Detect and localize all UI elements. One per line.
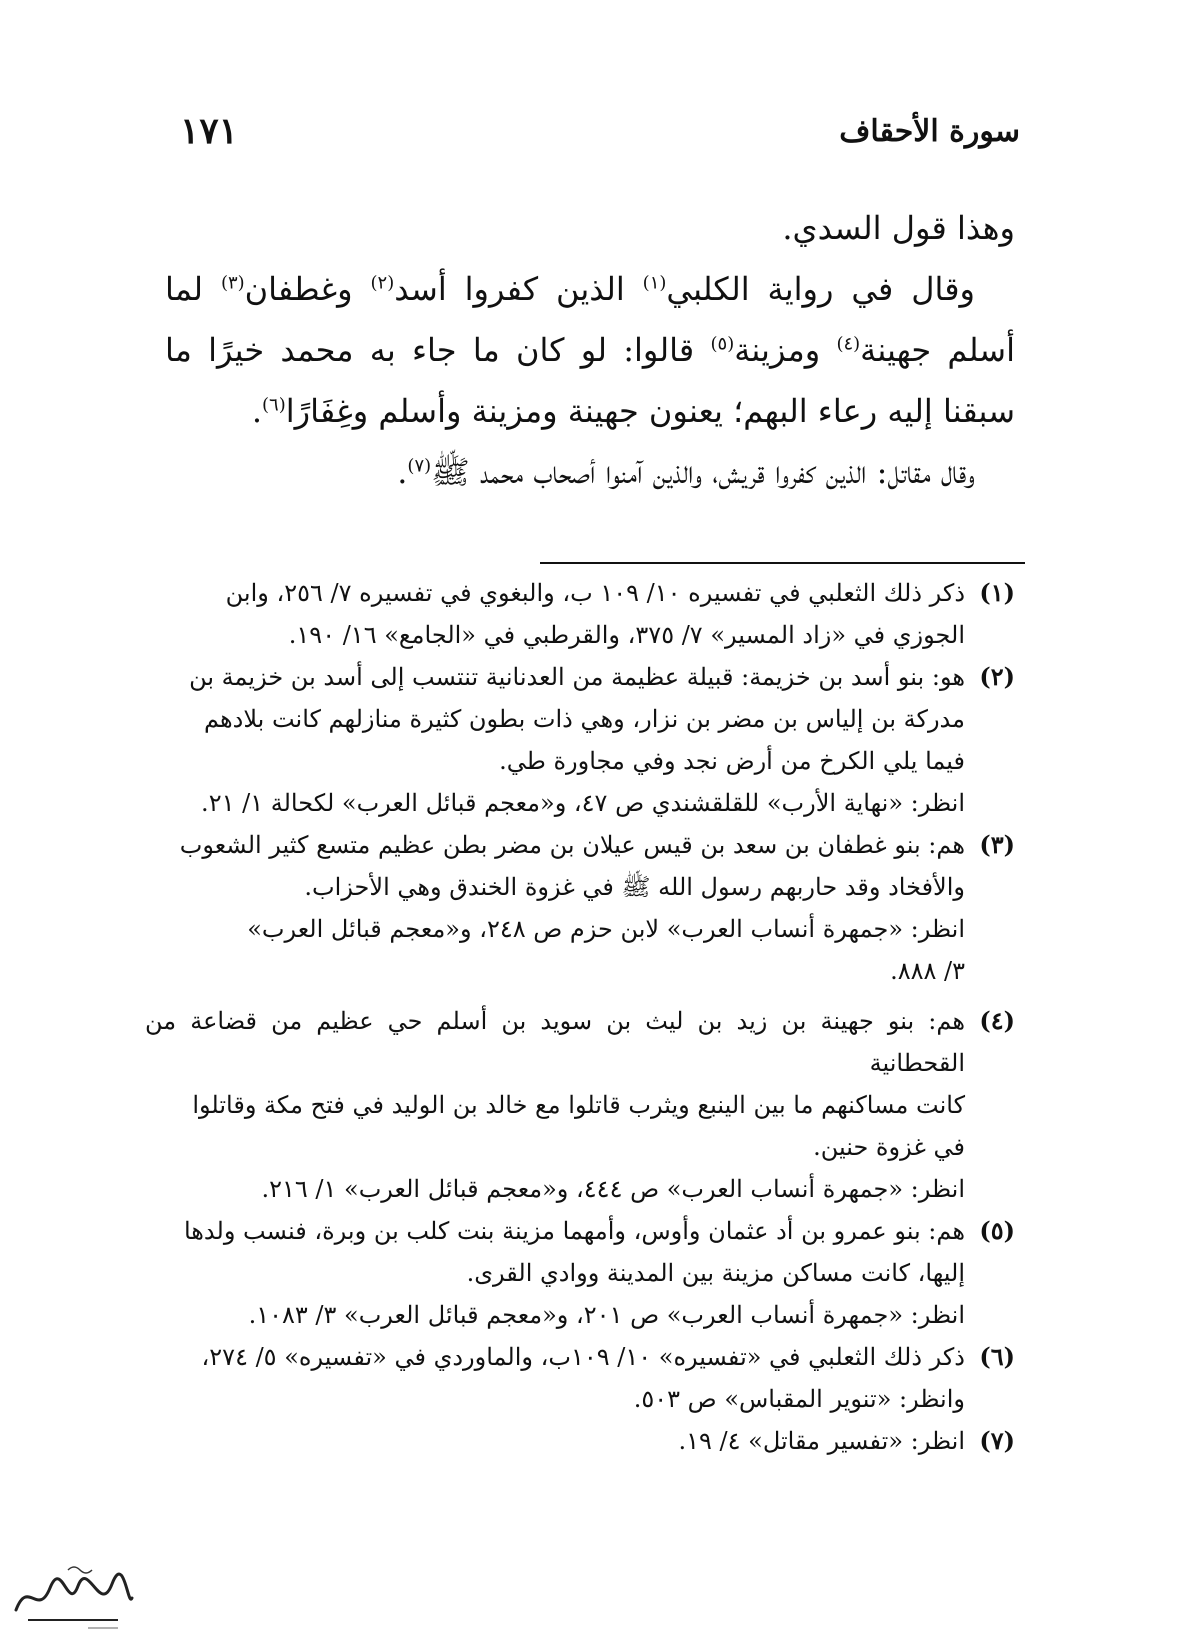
footnote-line: في غزوة حنين. <box>813 1133 965 1161</box>
footnote-line: هم: بنو جهينة بن زيد بن ليث بن سويد بن أسلم حي عظيم من قضاعة من القحطانية <box>145 1007 965 1077</box>
footnote-ref-4[interactable]: (٤) <box>836 333 861 355</box>
calligraphy-logo-icon <box>8 1558 138 1638</box>
footnote-ref-2[interactable]: (٢) <box>370 272 395 294</box>
footnote-line: انظر: «نهاية الأرب» للقلقشندي ص ٤٧، و«معجم قبائل العرب» لكحالة ١/ ٢١. <box>201 789 965 817</box>
main-text <box>165 198 1015 503</box>
footnote-number: (٣) <box>979 830 1015 859</box>
footnote-number: (١) <box>979 578 1015 607</box>
spacer <box>145 992 1015 1000</box>
paragraph-3 <box>165 442 1015 503</box>
footnote-line: الجوزي في «زاد المسير» ٧/ ٣٧٥، والقرطبي في «الجامع» ١٦/ ١٩٠. <box>288 621 965 649</box>
footnote-line: هم: بنو غطفان بن سعد بن قيس عيلان بن مضر بطن عظيم متسع كثير الشعوب <box>179 831 965 859</box>
paragraph-2 <box>165 259 1015 442</box>
footnote-6 <box>145 1336 1015 1420</box>
footnote-5 <box>145 1210 1015 1336</box>
page-header <box>180 110 1020 170</box>
footnote-number: (٥) <box>979 1216 1015 1245</box>
footnote-line: ذكر ذلك الثعلبي في تفسيره ١٠/ ١٠٩ ب، والبغوي في تفسيره ٧/ ٢٥٦، وابن <box>225 579 965 607</box>
footnote-line: انظر: «جمهرة أنساب العرب» ص ٢٠١، و«معجم قبائل العرب» ٣/ ١٠٨٣. <box>248 1301 965 1329</box>
paragraph-2-text-f: قالوا: لو كان ما جاء به محمد خيرًا ما سبقنا إليه رعاء البهم؛ يعنون جهينة ومزينة وأسلم وغِفَارًا <box>165 331 1015 430</box>
footnote-number: (٤) <box>979 1006 1015 1035</box>
footnote-line: فيما يلي الكرخ من أرض نجد وفي مجاورة طي. <box>499 747 965 775</box>
footnote-line: كانت مساكنهم ما بين الينبع ويثرب قاتلوا مع خالد بن الوليد في فتح مكة وقاتلوا <box>192 1091 965 1119</box>
paragraph-2-text-c: وغطفان <box>244 270 371 308</box>
paragraph-1 <box>165 198 1015 259</box>
footnote-separator <box>540 562 1025 564</box>
footnote-ref-3[interactable]: (٣) <box>220 272 245 294</box>
footnotes <box>145 572 1015 1462</box>
footnote-7 <box>145 1420 1015 1462</box>
footnote-number: (٢) <box>979 662 1015 691</box>
footnote-line: وانظر: «تنوير المقباس» ص ٥٠٣. <box>633 1385 965 1413</box>
paragraph-2-text-b: الذين كفروا أسد <box>394 270 643 308</box>
footnote-number: (٦) <box>979 1342 1015 1371</box>
footnote-line: انظر: «جمهرة أنساب العرب» لابن حزم ص ٢٤٨، و«معجم قبائل العرب» <box>247 915 965 943</box>
footnote-line: ذكر ذلك الثعلبي في «تفسيره» ١٠/ ١٠٩ب، والماوردي في «تفسيره» ٥/ ٢٧٤، <box>201 1343 965 1371</box>
paragraph-3-text-a: وقال مقاتل: الذين كفروا قريش، والذين آمنوا أصحاب محمد ﷺ <box>431 453 975 491</box>
paragraph-1-text: وهذا قول السدي. <box>782 209 1015 247</box>
footnote-line: انظر: «تفسير مقاتل» ٤/ ١٩. <box>678 1427 965 1455</box>
footnote-line: انظر: «جمهرة أنساب العرب» ص ٤٤٤، و«معجم قبائل العرب» ١/ ٢١٦. <box>261 1175 965 1203</box>
footnote-line: مدركة بن إلياس بن مضر بن نزار، وهي ذات بطون كثيرة منازلهم كانت بلادهم <box>204 705 965 733</box>
footnote-ref-6[interactable]: (٦) <box>262 394 286 416</box>
footnote-line: والأفخاد وقد حاربهم رسول الله ﷺ في غزوة الخندق وهي الأحزاب. <box>304 873 965 901</box>
publisher-logo <box>8 1558 138 1638</box>
footnote-line: ٣/ ٨٨٨. <box>890 957 965 985</box>
page-number: ١٧١ <box>180 110 239 152</box>
paragraph-2-text-g: . <box>251 392 262 430</box>
paragraph-2-text-d: لما أسلم جهينة <box>165 270 1016 369</box>
paragraph-2-text-e: ومزينة <box>734 331 837 369</box>
running-title: سورة الأحقاف <box>839 114 1020 149</box>
footnote-1 <box>145 572 1015 656</box>
footnote-ref-7[interactable]: (٧) <box>407 455 432 477</box>
paragraph-3-text-b: . <box>397 453 408 491</box>
footnote-ref-1[interactable]: (١) <box>642 272 667 294</box>
paragraph-2-text-a: وقال في رواية الكلبي <box>666 270 976 308</box>
footnote-number: (٧) <box>979 1426 1015 1455</box>
footnote-2 <box>145 656 1015 824</box>
footnote-4 <box>145 1000 1015 1210</box>
footnote-line: هو: بنو أسد بن خزيمة: قبيلة عظيمة من العدنانية تنتسب إلى أسد بن خزيمة بن <box>189 663 965 691</box>
footnote-ref-5[interactable]: (٥) <box>710 333 735 355</box>
footnote-3 <box>145 824 1015 992</box>
footnote-line: إليها، كانت مساكن مزينة بين المدينة ووادي القرى. <box>466 1259 965 1287</box>
footnote-line: هم: بنو عمرو بن أد عثمان وأوس، وأمهما مزينة بنت كلب بن وبرة، فنسب ولدها <box>183 1217 965 1245</box>
